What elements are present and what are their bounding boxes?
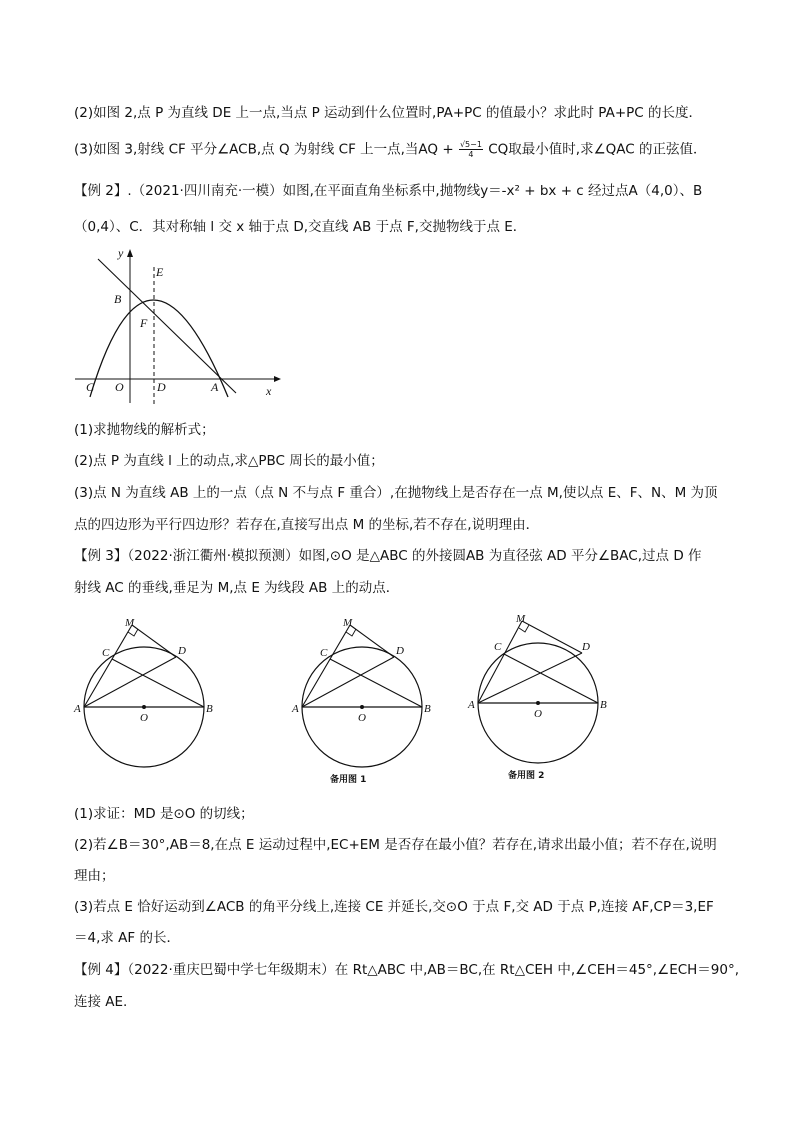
ex2-question-3-line2: 点的四边形为平行四边形？若存在,直接写出点 M 的坐标,若不存在,说明理由． [74, 517, 540, 533]
ex3-circle-figure-main [70, 612, 220, 782]
ex3-question-3-line2: ＝4,求 AF 的长． [74, 930, 180, 946]
fig2-label-M: M [343, 617, 353, 629]
fig3-label-C: C [494, 641, 502, 653]
ex4-statement-line2: 连接 AE. [74, 994, 128, 1010]
ex3-question-2-line2: 理由； [74, 868, 115, 884]
ex3-question-2-line1: (2)若∠B＝30°,AB＝8,在点 E 运动过程中,EC+EM 是否存在最小值？若存在,请求出最小值；若不存在,说明 [74, 837, 717, 853]
fig1-label-B: B [206, 703, 213, 715]
fig1-label-A: A [74, 703, 81, 715]
spare-figure-2-caption: 备用图 2 [508, 771, 545, 781]
ex3-question-3-line1: (3)若点 E 恰好运动到∠ACB 的角平分线上,连接 CE 并延长,交⊙O 于点 F,交 AD 于点 P,连接 AF,CP＝3,EF [74, 899, 714, 915]
ex2-statement-line1: 【例 2】.（2021·四川南充·一模）如图,在平面直角坐标系中,抛物线y＝-x² + bx + c 经过点A（4,0）、B [74, 183, 703, 199]
fig2-label-O: O [358, 712, 366, 724]
fraction: $\frac{√5-1}{4}$ [459, 140, 482, 159]
fig1-label-O: O [140, 712, 148, 724]
ex3-statement-line2: 射线 AC 的垂线,垂足为 M,点 E 为线段 AB 上的动点． [74, 580, 400, 596]
label-A: A [211, 380, 219, 394]
ex3-circle-figure-spare-1 [288, 612, 438, 785]
prev-part-2: (2)如图 2,点 P 为直线 DE 上一点,当点 P 运动到什么位置时,PA+PC 的值最小？求此时 PA+PC 的长度． [74, 105, 702, 121]
fig3-label-A: A [468, 699, 475, 711]
fig2-label-C: C [320, 647, 328, 659]
fig1-label-D: D [178, 645, 186, 657]
fig1-label-C: C [102, 647, 110, 659]
ex2-question-1: (1)求抛物线的解析式； [74, 422, 215, 438]
fig3-label-M: M [516, 613, 526, 625]
ex2-question-2: (2)点 P 为直线 l 上的动点,求△PBC 周长的最小值； [74, 453, 384, 469]
label-D: D [157, 380, 166, 394]
label-C: C [86, 380, 95, 394]
label-B: B [114, 292, 122, 306]
ex2-question-3-line1: (3)点 N 为直线 AB 上的一点（点 N 不与点 F 重合）,在抛物线上是否存在一点 M,使以点 E、F、N、M 为顶 [74, 485, 718, 501]
fig2-label-A: A [292, 703, 299, 715]
label-y: y [118, 246, 124, 260]
spare-figure-1-caption: 备用图 1 [330, 775, 367, 785]
label-x: x [266, 384, 272, 398]
label-E: E [156, 265, 164, 279]
ex3-statement-line1: 【例 3】（2022·浙江衢州·模拟预测）如图,⊙O 是△ABC 的外接圆AB 为直径弦 AD 平分∠BAC,过点 D 作 [74, 548, 702, 564]
ex2-statement-line2: （0,4）、C．其对称轴 l 交 x 轴于点 D,交直线 AB 于点 F,交抛物线于点 E． [74, 219, 527, 235]
ex3-circle-figure-spare-2 [464, 608, 614, 781]
fig2-label-B: B [424, 703, 431, 715]
ex4-statement-line1: 【例 4】（2022·重庆巴蜀中学七年级期末）在 Rt△ABC 中,AB＝BC,在 Rt△CEH 中,∠CEH＝45°,∠ECH＝90°, [74, 962, 740, 978]
ex2-parabola-figure [70, 245, 290, 405]
fig2-label-D: D [396, 645, 404, 657]
prev-part-3: (3)如图 3,射线 CF 平分∠ACB,点 Q 为射线 CF 上一点,当AQ + $\frac{√5-1}{4}$ CQ取最小值时,求∠QAC 的正弦值． [74, 140, 707, 159]
fig1-label-M: M [125, 617, 135, 629]
ex3-question-1: (1)求证：MD 是⊙O 的切线； [74, 806, 254, 822]
label-O: O [115, 380, 124, 394]
fig3-label-O: O [534, 708, 542, 720]
fig3-label-B: B [600, 699, 607, 711]
fig3-label-D: D [582, 641, 590, 653]
label-F: F [140, 316, 148, 330]
